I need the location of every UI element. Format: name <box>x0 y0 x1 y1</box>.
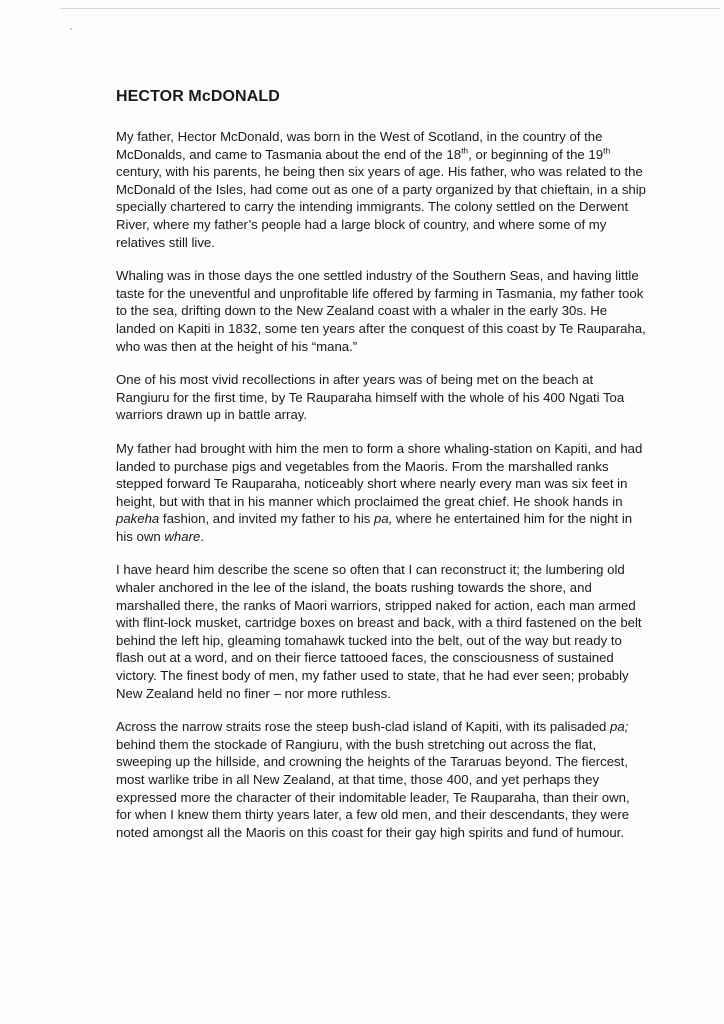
paragraph-6 <box>116 718 648 841</box>
paragraph-3: One of his most vivid recollections in after years was of being met on the beach at Rangiuru for the first time, by Te Rauparaha himself with the whole of his 400 Ngati Toa warriors drawn up in battle array. <box>116 372 625 423</box>
document-body <box>116 88 648 857</box>
paragraph-4-text-a: My father had brought with him the men to form a shore whaling-station on Kapiti, and had landed to purchase pigs and vegetables from the Maoris. From the marshalled ranks stepped forward Te Rauparaha, noticeably short where nearly every man was six feet in height, but with that in his manner which proclaimed the great chief. He shook hands in <box>116 440 643 509</box>
paragraph-1-text-a: My father, Hector McDonald, was born in the West of Scotland, in the country of the McDonalds, and came to Tasmania about the end of the 18 <box>116 129 603 162</box>
superscript-th-1: th <box>461 145 469 156</box>
paragraph-1-text-b: , or beginning of the 19 <box>468 146 604 162</box>
scan-speck <box>70 28 72 30</box>
paragraph-4-text-d: . <box>200 528 204 544</box>
paragraph-1 <box>116 128 648 251</box>
paragraph-6-text-b: behind them the stockade of Rangiuru, with the bush stretching out across the flat, sweeping up the hillside, and crowning the heights of the Tararuas beyond. The fiercest, most warlike tribe in all New Zealand, at that time, those 400, and yet perhaps they expressed more the character of their indomitable leader, Te Rauparaha, than their own, for when I knew them thirty years later, a few old men, and their descendants, they were noted amongst all the Maoris on this coast for their gay high spirits and fund of humour. <box>116 736 630 840</box>
italic-pakeha: pakeha <box>116 511 160 527</box>
paragraph-6-text-a: Across the narrow straits rose the steep bush-clad island of Kapiti, with its palisaded <box>116 719 611 735</box>
paragraph-5: I have heard him describe the scene so often that I can reconstruct it; the lumbering old whaler anchored in the lee of the island, the boats rushing towards the shore, and marshalled there, the ranks of Maori warriors, stripped naked for action, each man armed with flint-lock musket, cartridge boxes on breast and back, with a third fastened on the belt behind the left hip, gleaming tomahawk tucked into the belt, out of the way but ready to flash out at a word, and on their fierce tattooed faces, the consciousness of sustained victory. The finest body of men, my father used to state, that he had ever seen; probably New Zealand held no finer – nor more ruthless. <box>116 562 642 701</box>
superscript-th-2: th <box>603 145 611 156</box>
paragraph-4-text-b: fashion, and invited my father to his <box>159 511 375 527</box>
scan-edge-line <box>60 8 720 9</box>
document-title: HECTOR McDONALD <box>116 88 280 105</box>
paragraph-4 <box>116 440 648 546</box>
italic-whare: whare <box>164 528 201 544</box>
italic-pa: pa, <box>374 511 393 527</box>
italic-pa-2: pa; <box>610 719 629 735</box>
paragraph-4-text-c: where he entertained him for the night in his own <box>116 511 633 544</box>
paragraph-1-text-c: century, with his parents, he being then six years of age. His father, who was related to the McDonald of the Isles, had come out as one of a party organized by that chieftain, in a ship specially chartered to carry the intending immigrants. The colony settled on the Derwent River, where my father’s people had a large block of country, and where some of my relatives still live. <box>116 164 647 250</box>
paragraph-2: Whaling was in those days the one settled industry of the Southern Seas, and having little taste for the uneventful and unprofitable life offered by farming in Tasmania, my father took to the sea, drifting down to the New Zealand coast with a whaler in the early 30s. He landed on Kapiti in 1832, some ten years after the conquest of this coast by Te Rauparaha, who was then at the height of his “mana.” <box>116 268 646 354</box>
